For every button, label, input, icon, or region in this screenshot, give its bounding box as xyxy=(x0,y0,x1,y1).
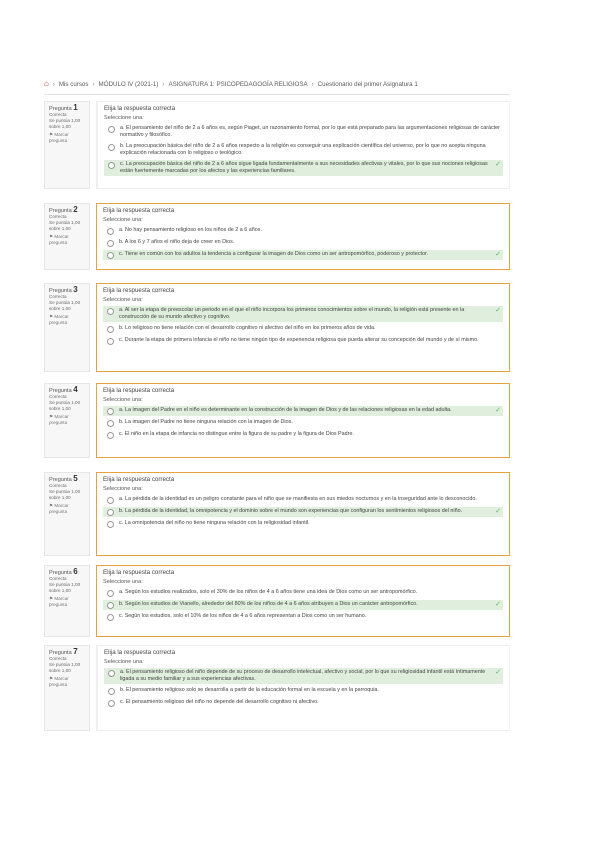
answer-option[interactable]: b. A los 6 y 7 años el niño deja de creer en Dios. xyxy=(103,238,503,248)
check-icon: ✓ xyxy=(495,669,501,676)
question-7 xyxy=(44,645,510,731)
question-score: Se puntúa 1,00 sobre 1,00 xyxy=(49,662,81,673)
question-content xyxy=(96,101,510,189)
flag-question-button[interactable]: ⚑ Marcar pregunta xyxy=(49,676,69,687)
question-score: Se puntúa 1,00 sobre 1,00 xyxy=(49,400,81,411)
answer-option[interactable]: a. El pensamiento del niño de 2 a 6 años es, según Piaget, un razonamiento formal, por lo que está preparado para las argumentaciones religiosas de carácter normativo y filosófico. xyxy=(104,124,503,140)
answer-option[interactable]: a. Según los estudios realizados, solo el 30% de los niños de 4 a 6 años tiene una idea de Dios como un ser antropomórfico. xyxy=(103,588,503,598)
question-info xyxy=(44,283,90,372)
question-number: Pregunta 6 xyxy=(49,567,78,576)
flag-question-button[interactable]: ⚑ Marcar pregunta xyxy=(49,234,69,245)
question-score: Se puntúa 1,00 sobre 1,00 xyxy=(49,118,81,129)
question-status: Correcta xyxy=(49,576,67,581)
radio-button[interactable] xyxy=(108,126,115,133)
radio-button[interactable] xyxy=(107,432,114,439)
answer-option-correct[interactable]: b. Según los estudios de Vianello, alrededor del 80% de los niños de 4 a 6 años atribuyen a Dios un carácter antropomórfico. ✓ xyxy=(103,600,503,610)
flag-question-button[interactable]: ⚑ Marcar pregunta xyxy=(49,596,69,607)
flag-icon: ⚑ xyxy=(49,676,54,681)
question-number: Pregunta 7 xyxy=(49,647,78,656)
answer-option[interactable]: c. La omnipotencia del niño no tiene ninguna relación con la religiosidad infantil. xyxy=(103,519,503,529)
answer-option[interactable]: a. No hay pensamiento religioso en los niños de 2 a 6 años. xyxy=(103,226,503,236)
question-info xyxy=(44,472,90,556)
radio-button[interactable] xyxy=(107,408,114,415)
question-number: Pregunta 3 xyxy=(49,285,78,294)
flag-question-button[interactable]: ⚑ Marcar pregunta xyxy=(49,314,69,325)
breadcrumb-divider xyxy=(44,94,510,95)
radio-button[interactable] xyxy=(107,240,114,247)
question-number: Pregunta 4 xyxy=(49,385,78,394)
question-status: Correcta xyxy=(49,483,67,488)
question-content xyxy=(96,203,510,270)
question-prompt: Elija la respuesta correcta xyxy=(103,207,175,214)
flag-icon: ⚑ xyxy=(49,314,54,319)
select-label: Seleccione una: xyxy=(103,217,143,223)
breadcrumb-module[interactable]: MÓDULO IV (2021-1) xyxy=(98,80,159,88)
question-status: Correcta xyxy=(49,214,67,219)
check-icon: ✓ xyxy=(495,508,501,515)
radio-button[interactable] xyxy=(107,420,114,427)
question-2 xyxy=(44,203,510,270)
radio-button[interactable] xyxy=(107,497,114,504)
question-content xyxy=(96,565,510,637)
answer-option-correct[interactable]: a. La imagen del Padre en el niño es determinante en la construcción de la imagen de Dios y de las relaciones religiosas en la edad adulta. ✓ xyxy=(103,406,503,416)
radio-button[interactable] xyxy=(107,326,114,333)
question-content xyxy=(96,645,510,731)
radio-button[interactable] xyxy=(107,338,114,345)
answer-option[interactable]: a. La pérdida de la identidad es un peligro constante para el niño que se manifiesta en sus miedos nocturnos y en la inseguridad ante lo desconocido. xyxy=(103,495,503,505)
radio-button[interactable] xyxy=(108,144,115,151)
question-info xyxy=(44,565,90,637)
question-info xyxy=(44,645,90,731)
question-content xyxy=(96,383,510,458)
breadcrumb-quiz[interactable]: Cuestionario del primer Asignatura 1 xyxy=(317,80,418,88)
answer-option-correct[interactable]: a. El pensamiento religioso del niño depende de su proceso de desarrollo intelectual, afectivo y social, por lo que su religiosidad infantil está íntimamente ligada a su medio familiar y a sus experiencias afectivas. ✓ xyxy=(104,668,503,684)
flag-icon: ⚑ xyxy=(49,132,54,137)
question-status: Correcta xyxy=(49,394,67,399)
select-label: Seleccione una: xyxy=(103,397,143,403)
radio-button[interactable] xyxy=(108,700,115,707)
answer-option-correct[interactable]: c. La preocupación básica del niño de 2 a 6 años sigue ligada fundamentalmente a sus necesidades afectivas y vitales, por lo que sus nociones religiosas están fuertemente marcadas por los afectos y las experiencias familiares. ✓ xyxy=(104,160,503,176)
select-label: Seleccione una: xyxy=(104,659,144,665)
radio-button[interactable] xyxy=(108,670,115,677)
question-3 xyxy=(44,283,510,372)
check-icon: ✓ xyxy=(495,251,501,258)
breadcrumb-separator-icon: › xyxy=(52,80,55,88)
breadcrumb-separator-icon: › xyxy=(162,80,165,88)
flag-question-button[interactable]: ⚑ Marcar pregunta xyxy=(49,503,69,514)
question-prompt: Elija la respuesta correcta xyxy=(103,287,175,294)
question-number: Pregunta 1 xyxy=(49,103,78,112)
question-info xyxy=(44,383,90,458)
check-icon: ✓ xyxy=(495,407,501,414)
select-label: Seleccione una: xyxy=(103,579,143,585)
answer-option[interactable]: c. Durante la etapa de primera infancia el niño no tiene ningún tipo de experiencia religiosa que pueda alterar su concepción del mundo y de sí mismo. xyxy=(103,336,503,346)
flag-question-button[interactable]: ⚑ Marcar pregunta xyxy=(49,132,69,143)
question-status: Correcta xyxy=(49,656,67,661)
answer-option[interactable]: c. El pensamiento religioso del niño no depende del desarrollo cognitivo ni afectivo. xyxy=(104,698,503,708)
breadcrumb-course[interactable]: ASIGNATURA 1: PSICOPEDAGOGÍA RELIGIOSA xyxy=(168,80,308,88)
question-content xyxy=(96,283,510,372)
radio-button[interactable] xyxy=(108,688,115,695)
question-prompt: Elija la respuesta correcta xyxy=(103,387,175,394)
breadcrumb-separator-icon: › xyxy=(311,80,314,88)
breadcrumb-separator-icon: › xyxy=(92,80,95,88)
select-label: Seleccione una: xyxy=(104,115,144,121)
question-number: Pregunta 2 xyxy=(49,205,78,214)
flag-icon: ⚑ xyxy=(49,234,54,239)
radio-button[interactable] xyxy=(107,252,114,259)
question-content xyxy=(96,472,510,556)
question-info xyxy=(44,101,90,189)
check-icon: ✓ xyxy=(495,601,501,608)
flag-icon: ⚑ xyxy=(49,414,54,419)
question-score: Se puntúa 1,00 sobre 1,00 xyxy=(49,220,81,231)
answer-option-correct[interactable]: a. Al ser la etapa de preescolar un periodo en el que el niño incorpora los primeros conocimientos sobre el mundo, la religión está presente en la construcción de su mundo afectivo y cognitivo. ✓ xyxy=(103,306,503,322)
question-prompt: Elija la respuesta correcta xyxy=(103,569,175,576)
radio-button[interactable] xyxy=(107,590,114,597)
question-status: Correcta xyxy=(49,294,67,299)
check-icon: ✓ xyxy=(495,161,501,168)
question-1 xyxy=(44,101,510,189)
question-prompt: Elija la respuesta correcta xyxy=(104,105,176,112)
radio-button[interactable] xyxy=(107,614,114,621)
answer-option[interactable]: b. La imagen del Padre no tiene ninguna relación con la imagen de Dios. xyxy=(103,418,503,428)
radio-button[interactable] xyxy=(107,228,114,235)
home-icon[interactable]: ⌂ xyxy=(44,79,49,88)
question-status: Correcta xyxy=(49,112,67,117)
answer-option[interactable]: b. Lo religioso no tiene relación con el desarrollo cognitivo ni afectivo del niño en los primeros años de vida. xyxy=(103,324,503,334)
radio-button[interactable] xyxy=(107,308,114,315)
answer-option[interactable]: b. El pensamiento religioso solo se desarrolla a partir de la educación formal en la escuela y en la parroquia. xyxy=(104,686,503,696)
radio-button[interactable] xyxy=(107,509,114,516)
question-prompt: Elija la respuesta correcta xyxy=(104,649,176,656)
question-score: Se puntúa 1,00 sobre 1,00 xyxy=(49,489,81,500)
question-6 xyxy=(44,565,510,637)
question-5 xyxy=(44,472,510,556)
answer-option-correct[interactable]: c. Tiene en común con los adultos la tendencia a configurar la imagen de Dios como un ser antropomórfico, poderoso y protector. ✓ xyxy=(103,250,503,260)
flag-icon: ⚑ xyxy=(49,503,54,508)
radio-button[interactable] xyxy=(107,602,114,609)
select-label: Seleccione una: xyxy=(103,486,143,492)
question-number: Pregunta 5 xyxy=(49,474,78,483)
question-info xyxy=(44,203,90,270)
answer-option[interactable]: c. El niño en la etapa de infancia no distingue entre la figura de su padre y la figura de Dios Padre. xyxy=(103,430,503,440)
question-4 xyxy=(44,383,510,458)
answer-option[interactable]: c. Según los estudios, solo el 10% de los niños de 4 a 6 años representan a Dios como un ser humano. xyxy=(103,612,503,622)
check-icon: ✓ xyxy=(495,307,501,314)
question-score: Se puntúa 1,00 sobre 1,00 xyxy=(49,300,81,311)
radio-button[interactable] xyxy=(108,162,115,169)
flag-question-button[interactable]: ⚑ Marcar pregunta xyxy=(49,414,69,425)
answer-option[interactable]: b. La preocupación básica del niño de 2 a 6 años respecto a la religión es conseguir una explicación científica del universo, por lo que no acepta ninguna explicación relacionada con lo religioso o teológico. xyxy=(104,142,503,158)
flag-icon: ⚑ xyxy=(49,596,54,601)
radio-button[interactable] xyxy=(107,521,114,528)
answer-option-correct[interactable]: b. La pérdida de la identidad, la omnipotencia y el dominio sobre el mundo son experiencias que configuran los sentimientos religiosos del niño. ✓ xyxy=(103,507,503,517)
breadcrumb xyxy=(44,77,504,91)
breadcrumb-my-courses[interactable]: Mis cursos xyxy=(58,80,89,88)
question-score: Se puntúa 1,00 sobre 1,00 xyxy=(49,582,81,593)
question-prompt: Elija la respuesta correcta xyxy=(103,476,175,483)
select-label: Seleccione una: xyxy=(103,297,143,303)
